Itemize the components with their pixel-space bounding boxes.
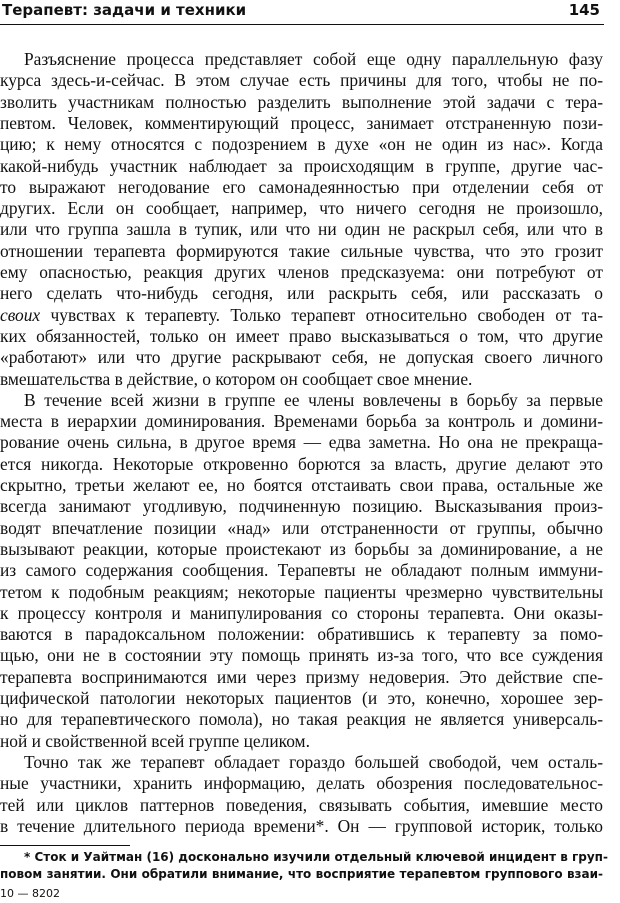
text-line: В течение всей жизни в группе ее члены вовлечены в борьбу за первые — [24, 389, 603, 410]
text-line: ких обязанностей, только он имеет право высказываться о том, что другие — [0, 325, 603, 346]
text-line: ваются в парадоксальном положении: обратившись к терапевту за помо- — [0, 624, 603, 645]
footnote-line: повом занятии. Они обратили внимание, что восприятие терапевтом группового взаи- — [0, 866, 603, 881]
text-line: Разъяснение процесса представляет собой еще одну параллельную фазу — [24, 49, 603, 69]
text-line: цию; к нему относятся с подозрением в духе «он не один из нас». Когда — [0, 134, 603, 155]
text-line: но для терапевтического помола), но такая реакция не является универсаль- — [0, 709, 603, 730]
text-line: скрытно, третьи желают ее, но боятся отстаивать свои права, остальные же — [0, 475, 603, 495]
header-rule — [0, 24, 604, 25]
text-line: места в иерархии доминирования. Временами борьба за контроль и домини- — [0, 411, 603, 432]
text-line: щью, они не в состоянии эту помощь принять из-за того, что все суждения — [0, 645, 603, 666]
text-line: вызывают реакции, которые проистекают из борьбы за доминирование, а не — [0, 538, 603, 559]
running-head — [2, 0, 600, 22]
text-line: зволить участникам полностью разделить выполнение этой задачи с тера- — [0, 91, 603, 112]
text-line: отношении терапевта формируются такие сильные чувства, что это грозит — [0, 240, 603, 261]
text-line: своих чувствах к терапевту. Только терапевт относительно свободен от та- — [0, 304, 603, 325]
text-line: водят впечатление позиции «над» или отстраненности от группы, обычно — [0, 517, 603, 538]
text-line: него сделать что-нибудь сегодня, или раскрыть себя, или рассказать о — [0, 283, 603, 304]
text-line: из самого содержания сообщения. Терапевты не обладают полным иммуни- — [0, 560, 603, 581]
text-line: ему опасностью, реакция других членов предсказуема: они потребуют от — [0, 262, 603, 282]
text-line: ные участники, хранить информацию, делать обозрения последовательнос- — [0, 773, 603, 794]
text-line: певтом. Человек, комментирующий процесс, занимает отстраненную пози- — [0, 112, 603, 133]
text-line: или что группа зашла в тупик, или что ни один не раскрыл себя, или что в — [0, 219, 603, 240]
text-line: то выражают негодование его самонадеянностью при отделении себя от — [0, 176, 603, 197]
text-line: Точно так же терапевт обладает гораздо большей свободой, чем осталь- — [24, 751, 603, 772]
text-line: ется никогда. Некоторые откровенно борются за власть, другие делают это — [0, 453, 603, 474]
printer-signature: 10 — 8202 — [0, 887, 60, 900]
text-line: какой-нибудь участник наблюдает за происходящим в группе, другие час- — [0, 155, 603, 176]
text-line: рование очень сильна, в другое время — едва заметна. Но она не прекраща- — [0, 432, 603, 453]
text-line: курса здесь-и-сейчас. В этом случае есть причины для того, чтобы не по- — [0, 70, 603, 91]
chapter-title: Терапевт: задачи и техники — [2, 1, 247, 19]
text-line: ной и свойственной всей группе целиком. — [0, 730, 310, 751]
text-line: всегда занимают угодливую, подчиненную позицию. Высказывания произ- — [0, 496, 603, 517]
footnote-line: * Сток и Уайтман (16) досконально изучили отдельный ключевой инцидент в груп- — [24, 849, 608, 864]
page-number: 145 — [568, 1, 600, 19]
text-line: терапевта воспринимаются ими через призму недоверия. Это действие спе- — [0, 666, 603, 687]
text-line: других. Если он сообщает, например, что ничего сегодня не произошло, — [0, 198, 603, 219]
text-line: тетом к подобным реакциям; некоторые пациенты чрезмерно чувствительны — [0, 581, 603, 602]
text-line: тей или циклов паттернов поведения, связывать события, имевшие место — [0, 794, 603, 815]
text-line: в течение длительного периода времени*. Он — групповой историк, только — [0, 815, 603, 836]
text-line: цифической патологии некоторых пациентов (и это, конечно, хорошее зер- — [0, 688, 603, 708]
footnote-rule — [0, 845, 130, 846]
text-line: вмешательства в действие, о котором он сообщает свое мнение. — [0, 368, 473, 389]
emphasis: своих — [0, 304, 41, 325]
text-line: к процессу контроля и манипулирования со стороны терапевта. Они оказы- — [0, 602, 603, 623]
text-line: «работают» или что другие раскрывают себя, не допуская своего личного — [0, 347, 603, 368]
